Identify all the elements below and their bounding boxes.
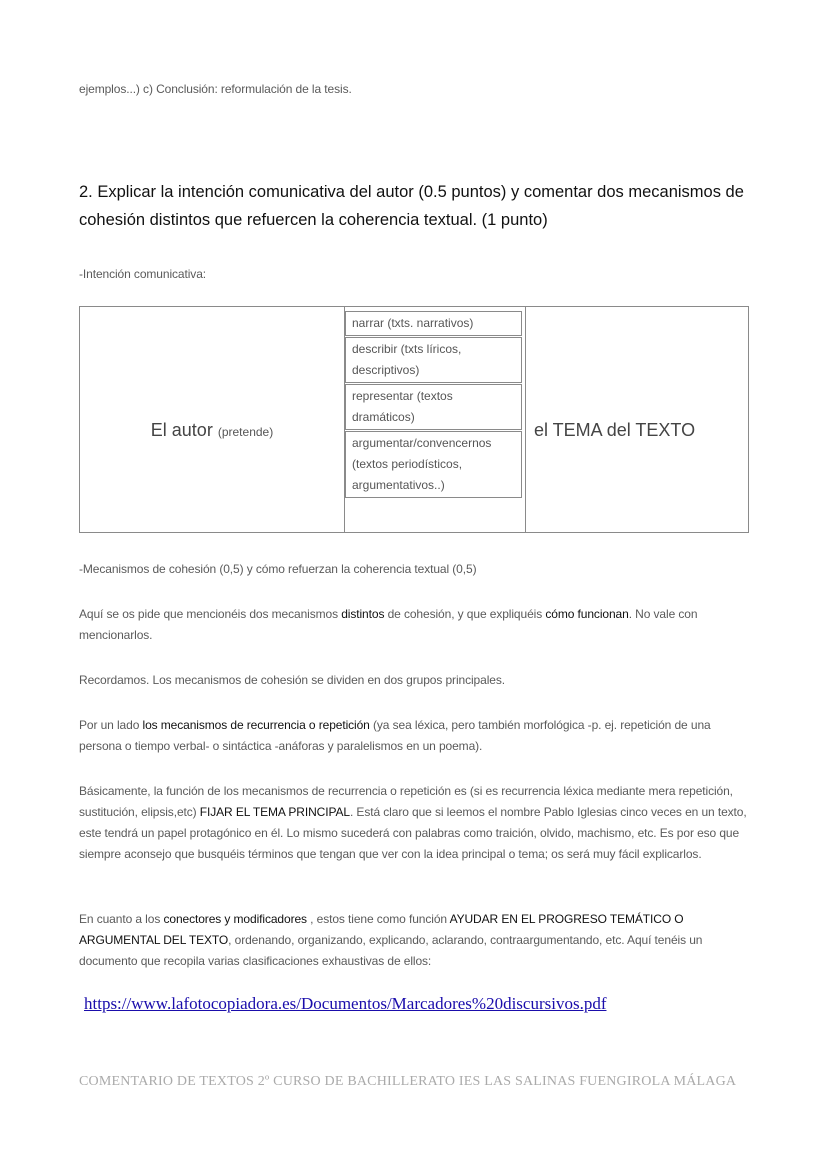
table-cell-autor <box>80 420 344 441</box>
marcadores-pdf-link[interactable]: https://www.lafotocopiadora.es/Documentos/Marcadores%20discursivos.pdf <box>84 994 607 1013</box>
option-argumentar: argumentar/convencernos (textos periodísticos, argumentativos..) <box>345 431 522 498</box>
emphasis-text: AYUDAR EN EL PROGRESO TEMÁTICO O ARGUMENTAL DEL TEXTO <box>79 912 684 947</box>
autor-text: El autor <box>150 420 213 440</box>
text: Básicamente, la función de los mecanismos de recurrencia o repetición es (si es recurrencia léxica mediante mera repetición, sustitución, elipsis,etc) <box>79 784 733 819</box>
paragraph-2: Recordamos. Los mecanismos de cohesión se dividen en dos grupos principales. <box>79 673 505 687</box>
emphasis-text: conectores y modificadores <box>163 912 307 926</box>
top-text: ejemplos...) c) Conclusión: reformulación de la tesis. <box>79 82 352 96</box>
options-list <box>345 311 522 499</box>
page-footer: COMENTARIO DE TEXTOS 2º CURSO DE BACHILLERATO IES LAS SALINAS FUENGIROLA MÁLAGA <box>79 1074 737 1089</box>
text: , ordenando, organizando, explicando, aclarando, contraargumentando, etc. Aquí tenéis un documento que recopila varias clasificaciones exhaustivas de ellos: <box>79 933 703 968</box>
text: de cohesión, y que expliquéis <box>384 607 546 621</box>
paragraph-3 <box>79 715 744 757</box>
text: Por un lado <box>79 718 143 732</box>
autor-small-text: (pretende) <box>217 425 274 439</box>
text: . Está claro que si leemos el nombre Pablo Iglesias cinco veces en un texto, este tendrá un papel protagónico en él. Lo mismo sucederá con palabras como traición, olvido, machismo, etc. Es por eso que siempre aconsejo que busquéis términos que tengan que ver con la idea principal o tema; os será muy fácil explicarlos. <box>79 805 747 861</box>
mecanismos-label: -Mecanismos de cohesión (0,5) y cómo refuerzan la coherencia textual (0,5) <box>79 562 477 576</box>
text: . No vale con mencionarlos. <box>79 607 698 642</box>
option-narrar: narrar (txts. narrativos) <box>345 311 522 336</box>
emphasis-text: cómo funcionan <box>545 607 629 621</box>
emphasis-text: FIJAR EL TEMA PRINCIPAL <box>199 805 350 819</box>
paragraph-1 <box>79 604 729 646</box>
paragraph-4 <box>79 781 751 865</box>
text: Aquí se os pide que mencionéis dos mecanismos <box>79 607 342 621</box>
emphasis-text: los mecanismos de recurrencia o repetición <box>142 718 370 732</box>
text: (ya sea léxica, pero también morfológica -p. ej. repetición de una persona o tiempo verbal- o sintáctica -anáforas y paralelismos en un poema). <box>79 718 711 753</box>
text: , estos tiene como función <box>306 912 450 926</box>
section-heading: 2. Explicar la intención comunicativa del autor (0.5 puntos) y comentar dos mecanismos de cohesión distintos que refuercen la coherencia textual. (1 punto) <box>79 183 744 229</box>
option-representar: representar (textos dramáticos) <box>345 384 522 430</box>
text: En cuanto a los <box>79 912 164 926</box>
paragraph-5 <box>79 909 751 972</box>
intencion-label: -Intención comunicativa: <box>79 267 206 281</box>
emphasis-text: distintos <box>341 607 385 621</box>
option-describir: describir (txts líricos, descriptivos) <box>345 337 522 383</box>
table-cell-tema: el TEMA del TEXTO <box>534 420 696 440</box>
